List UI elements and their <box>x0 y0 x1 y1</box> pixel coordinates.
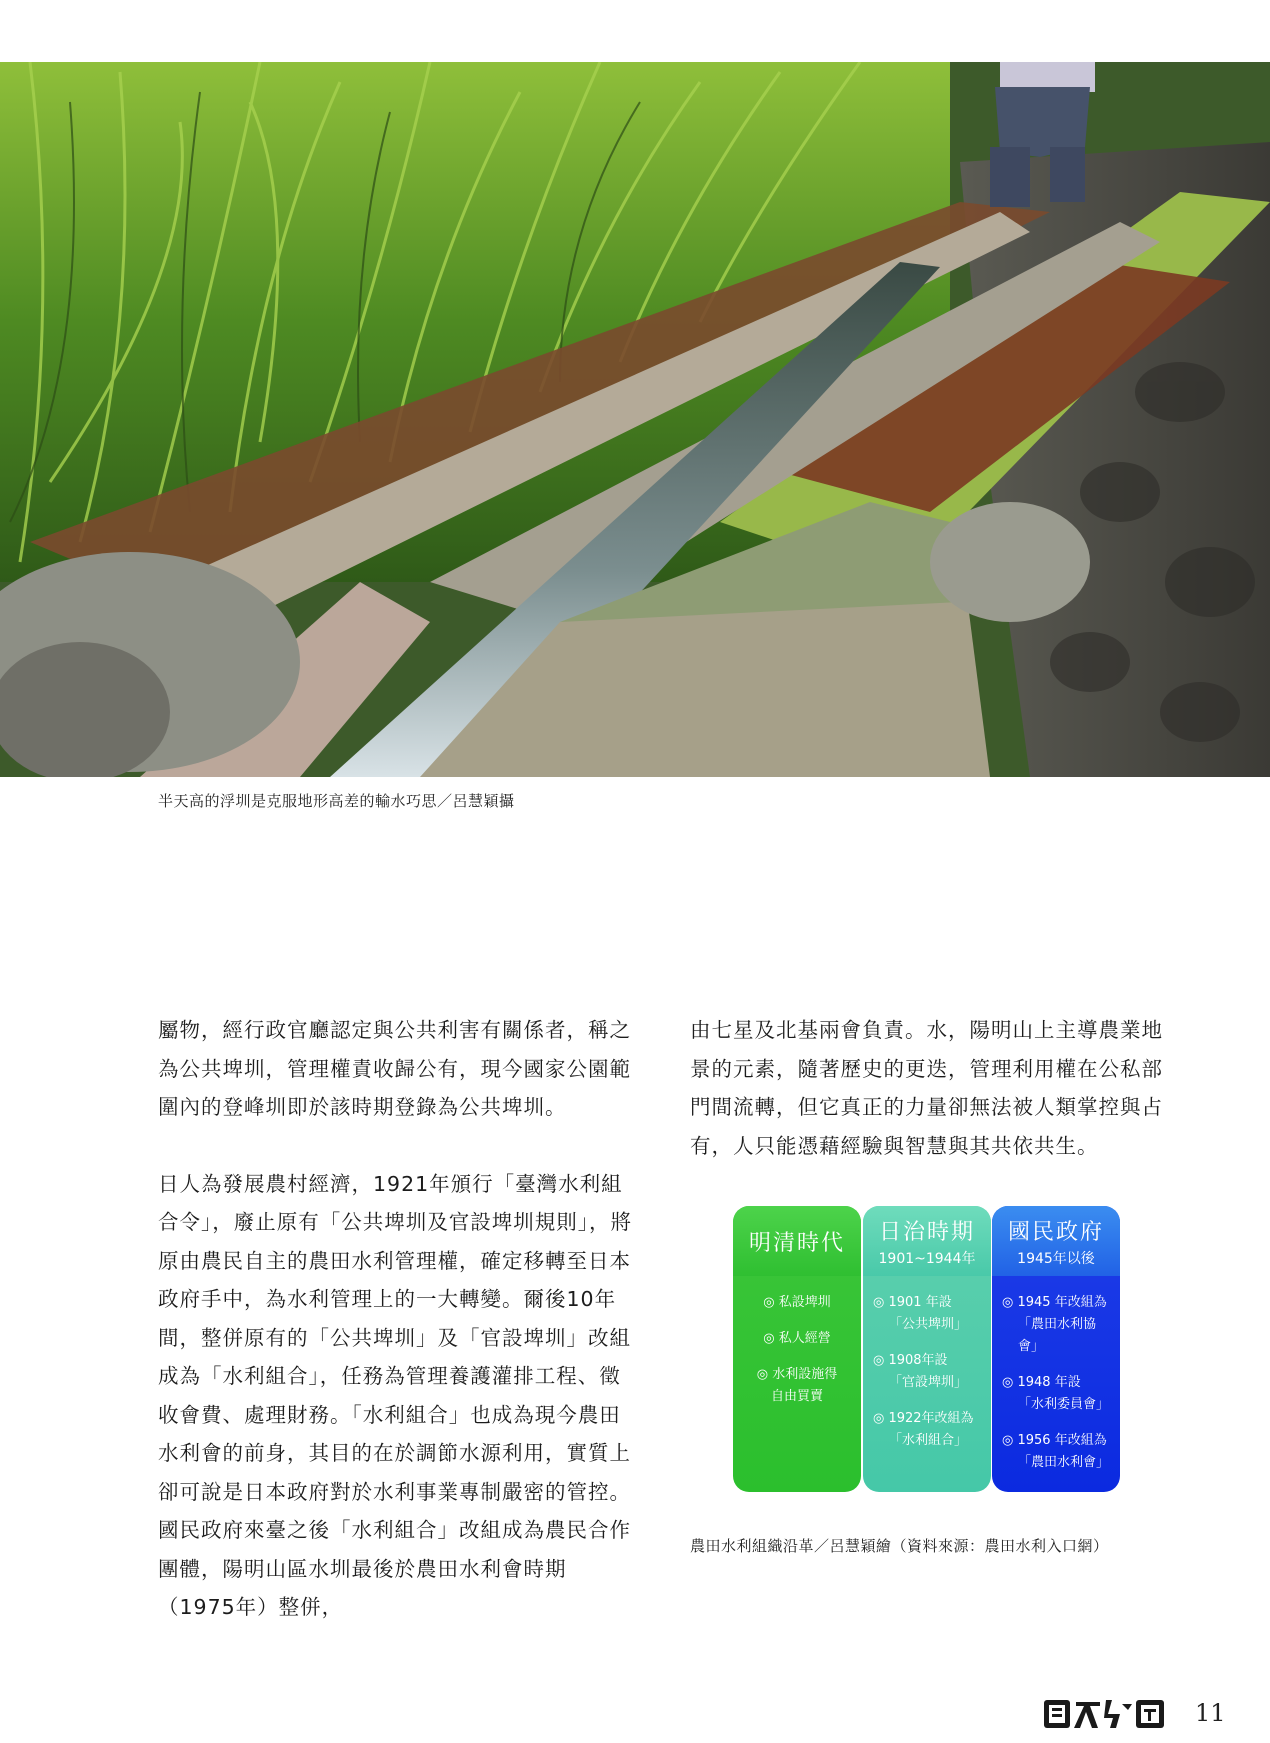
timeline-column-header <box>992 1206 1120 1276</box>
timeline-column-header <box>863 1206 991 1276</box>
timeline-column-subtitle: 1901~1944年 <box>878 1250 976 1267</box>
logo-calligraphy-icon <box>1042 1696 1166 1732</box>
timeline-item: ◎ 水利設施得 自由買賣 <box>756 1367 838 1404</box>
article-column-right <box>690 1011 1165 1165</box>
timeline-column-title: 國民政府 <box>1007 1219 1104 1245</box>
timeline-column-subtitle: 1945年以後 <box>1017 1250 1095 1267</box>
timeline-item: ◎ 私設埤圳 <box>763 1295 831 1310</box>
timeline-diagram <box>733 1206 1120 1492</box>
timeline-column-nationalist <box>992 1206 1120 1492</box>
photo-caption: 半天高的浮圳是克服地形高差的輸水巧思／呂慧穎攝 <box>158 792 515 810</box>
article-column-left <box>158 1011 633 1627</box>
timeline-column-japanese-era <box>863 1206 991 1492</box>
timeline-column-header <box>733 1206 861 1276</box>
hero-photo <box>0 62 1270 777</box>
timeline-item: ◎ 1945 年改組為 「農田水利協會」 <box>1002 1295 1107 1354</box>
article-paragraph: 由七星及北基兩會負責。水，陽明山上主導農業地景的元素，隨著歷史的更迭，管理利用權在公私部門間流轉，但它真正的力量卻無法被人類掌控與占有，人只能憑藉經驗與智慧與其共依共生。 <box>690 1018 1163 1158</box>
diagram-caption: 農田水利組織沿革／呂慧穎繪（資料來源：農田水利入口網） <box>690 1537 1109 1555</box>
timeline-item: ◎ 1901 年設 「公共埤圳」 <box>873 1295 968 1332</box>
timeline-column-ming-qing <box>733 1206 861 1492</box>
national-park-logo <box>1042 1696 1166 1736</box>
timeline-item: ◎ 私人經營 <box>763 1331 831 1346</box>
page-number: 11 <box>1195 1699 1226 1727</box>
timeline-item: ◎ 1908年設 「官設埤圳」 <box>873 1353 968 1390</box>
article-paragraph: 日人為發展農村經濟，1921年頒行「臺灣水利組合令」，廢止原有「公共埤圳及官設埤圳規則」，將原由農民自主的農田水利管理權，確定移轉至日本政府手中，為水利管理上的一大轉變。爾後10年間，整併原有的「公共埤圳」及「官設埤圳」改組成為「水利組合」，任務為管理養護灌排工程、徵收會費、處理財務。「水利組合」也成為現今農田水利會的前身，其目的在於調節水源利用，實質上卻可說是日本政府對於水利事業專制嚴密的管控。國民政府來臺之後「水利組合」改組成為農民合作團體，陽明山區水圳最後於農田水利會時期（1975年）整併， <box>158 1171 632 1619</box>
timeline-item: ◎ 1922年改組為 「水利組合」 <box>873 1411 974 1448</box>
canal-photo-illustration <box>0 62 1270 777</box>
timeline-column-title: 日治時期 <box>878 1219 975 1245</box>
timeline-column-title: 明清時代 <box>748 1230 845 1256</box>
timeline-item: ◎ 1956 年改組為 「農田水利會」 <box>1002 1433 1110 1470</box>
article-paragraph: 屬物，經行政官廳認定與公共利害有關係者，稱之為公共埤圳，管理權責收歸公有，現今國家公園範圍內的登峰圳即於該時期登錄為公共埤圳。 <box>158 1018 631 1119</box>
timeline-item: ◎ 1948 年設 「水利委員會」 <box>1002 1375 1110 1412</box>
